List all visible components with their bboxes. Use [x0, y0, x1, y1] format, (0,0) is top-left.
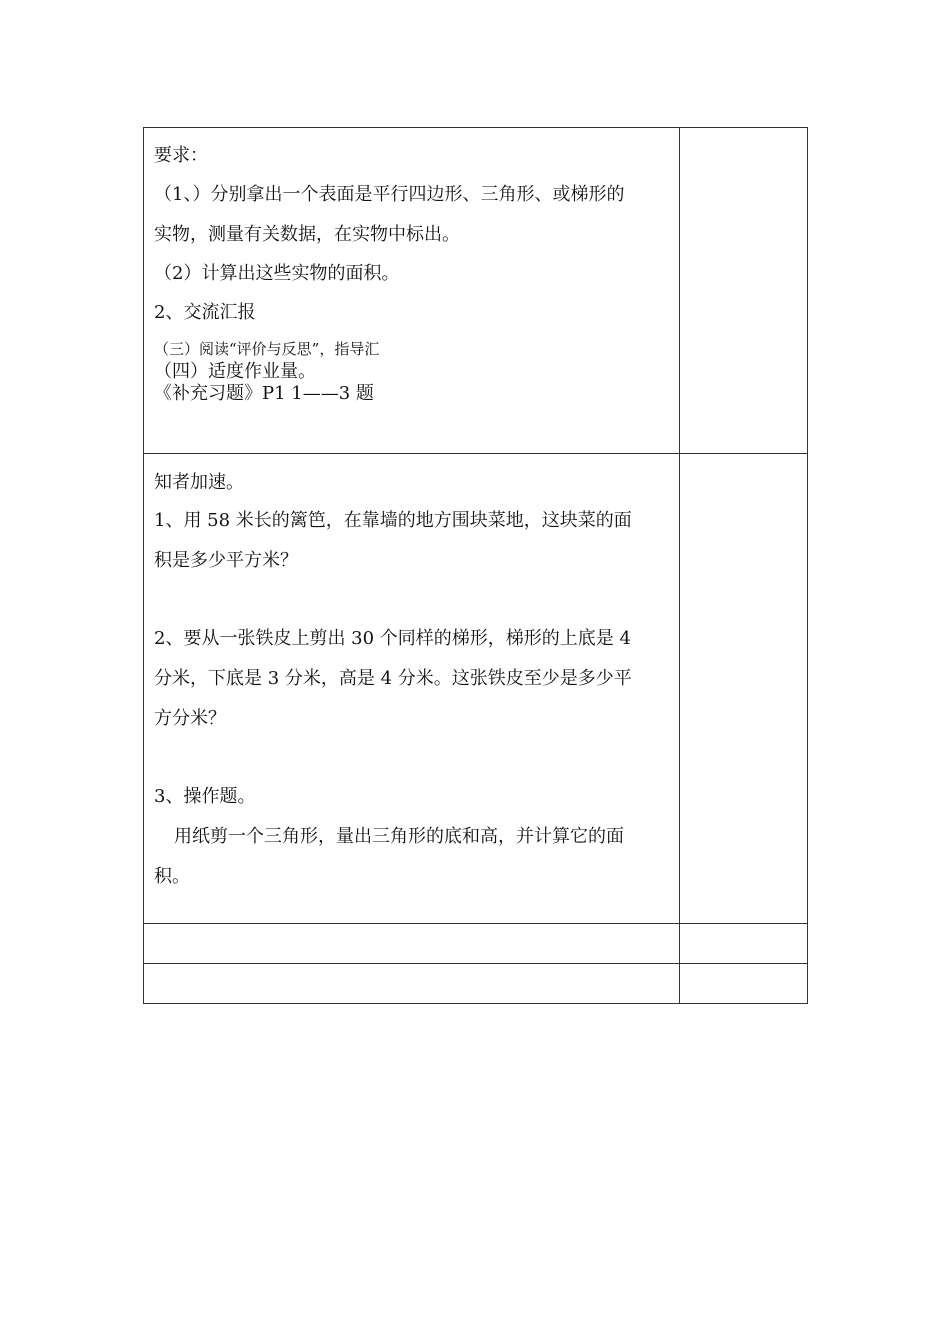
homework-exercises: 《补充习题》P1 1——3 题 [154, 383, 374, 404]
requirement-1-line-1: （1、）分别拿出一个表面是平行四边形、三角形、或梯形的 [154, 184, 625, 205]
table-row [144, 964, 808, 1004]
table-row [144, 454, 808, 924]
exercise-3-line-1: 用纸剪一个三角形，量出三角形的底和高，并计算它的面 [174, 826, 624, 847]
lesson-table [143, 127, 808, 1004]
side-cell [680, 964, 808, 1004]
exercise-2-line-3: 方分米？ [154, 708, 226, 729]
requirements-cell [144, 128, 680, 454]
exercise-1-line-2: 积是多少平方米？ [154, 550, 298, 571]
empty-cell [144, 924, 680, 964]
exchange-report: 2、交流汇报 [154, 302, 256, 323]
exercise-3-line-2: 积。 [154, 866, 190, 887]
exercises-cell [144, 454, 680, 924]
requirement-2: （2）计算出这些实物的面积。 [154, 263, 400, 284]
requirement-1-line-2: 实物，测量有关数据，在实物中标出。 [154, 224, 460, 245]
table-row [144, 924, 808, 964]
exercise-2-line-1: 2、要从一张铁皮上剪出 30 个同样的梯形，梯形的上底是 4 [154, 628, 631, 649]
reading-reflection: （三）阅读“评价与反思”，指导汇 [154, 340, 380, 358]
side-cell [680, 924, 808, 964]
homework-title: （四）适度作业量。 [154, 361, 316, 382]
requirements-heading: 要求： [154, 145, 208, 166]
exercise-1-line-1: 1、用 58 米长的篱笆，在靠墙的地方围块菜地，这块菜的面 [154, 510, 632, 531]
side-cell [680, 128, 808, 454]
exercise-3-title: 3、操作题。 [154, 786, 256, 807]
exercise-2-line-2: 分米，下底是 3 分米，高是 4 分米。这张铁皮至少是多少平 [154, 668, 632, 689]
empty-cell [144, 964, 680, 1004]
exercises-heading: 知者加速。 [154, 472, 244, 493]
table-row [144, 128, 808, 454]
side-cell [680, 454, 808, 924]
